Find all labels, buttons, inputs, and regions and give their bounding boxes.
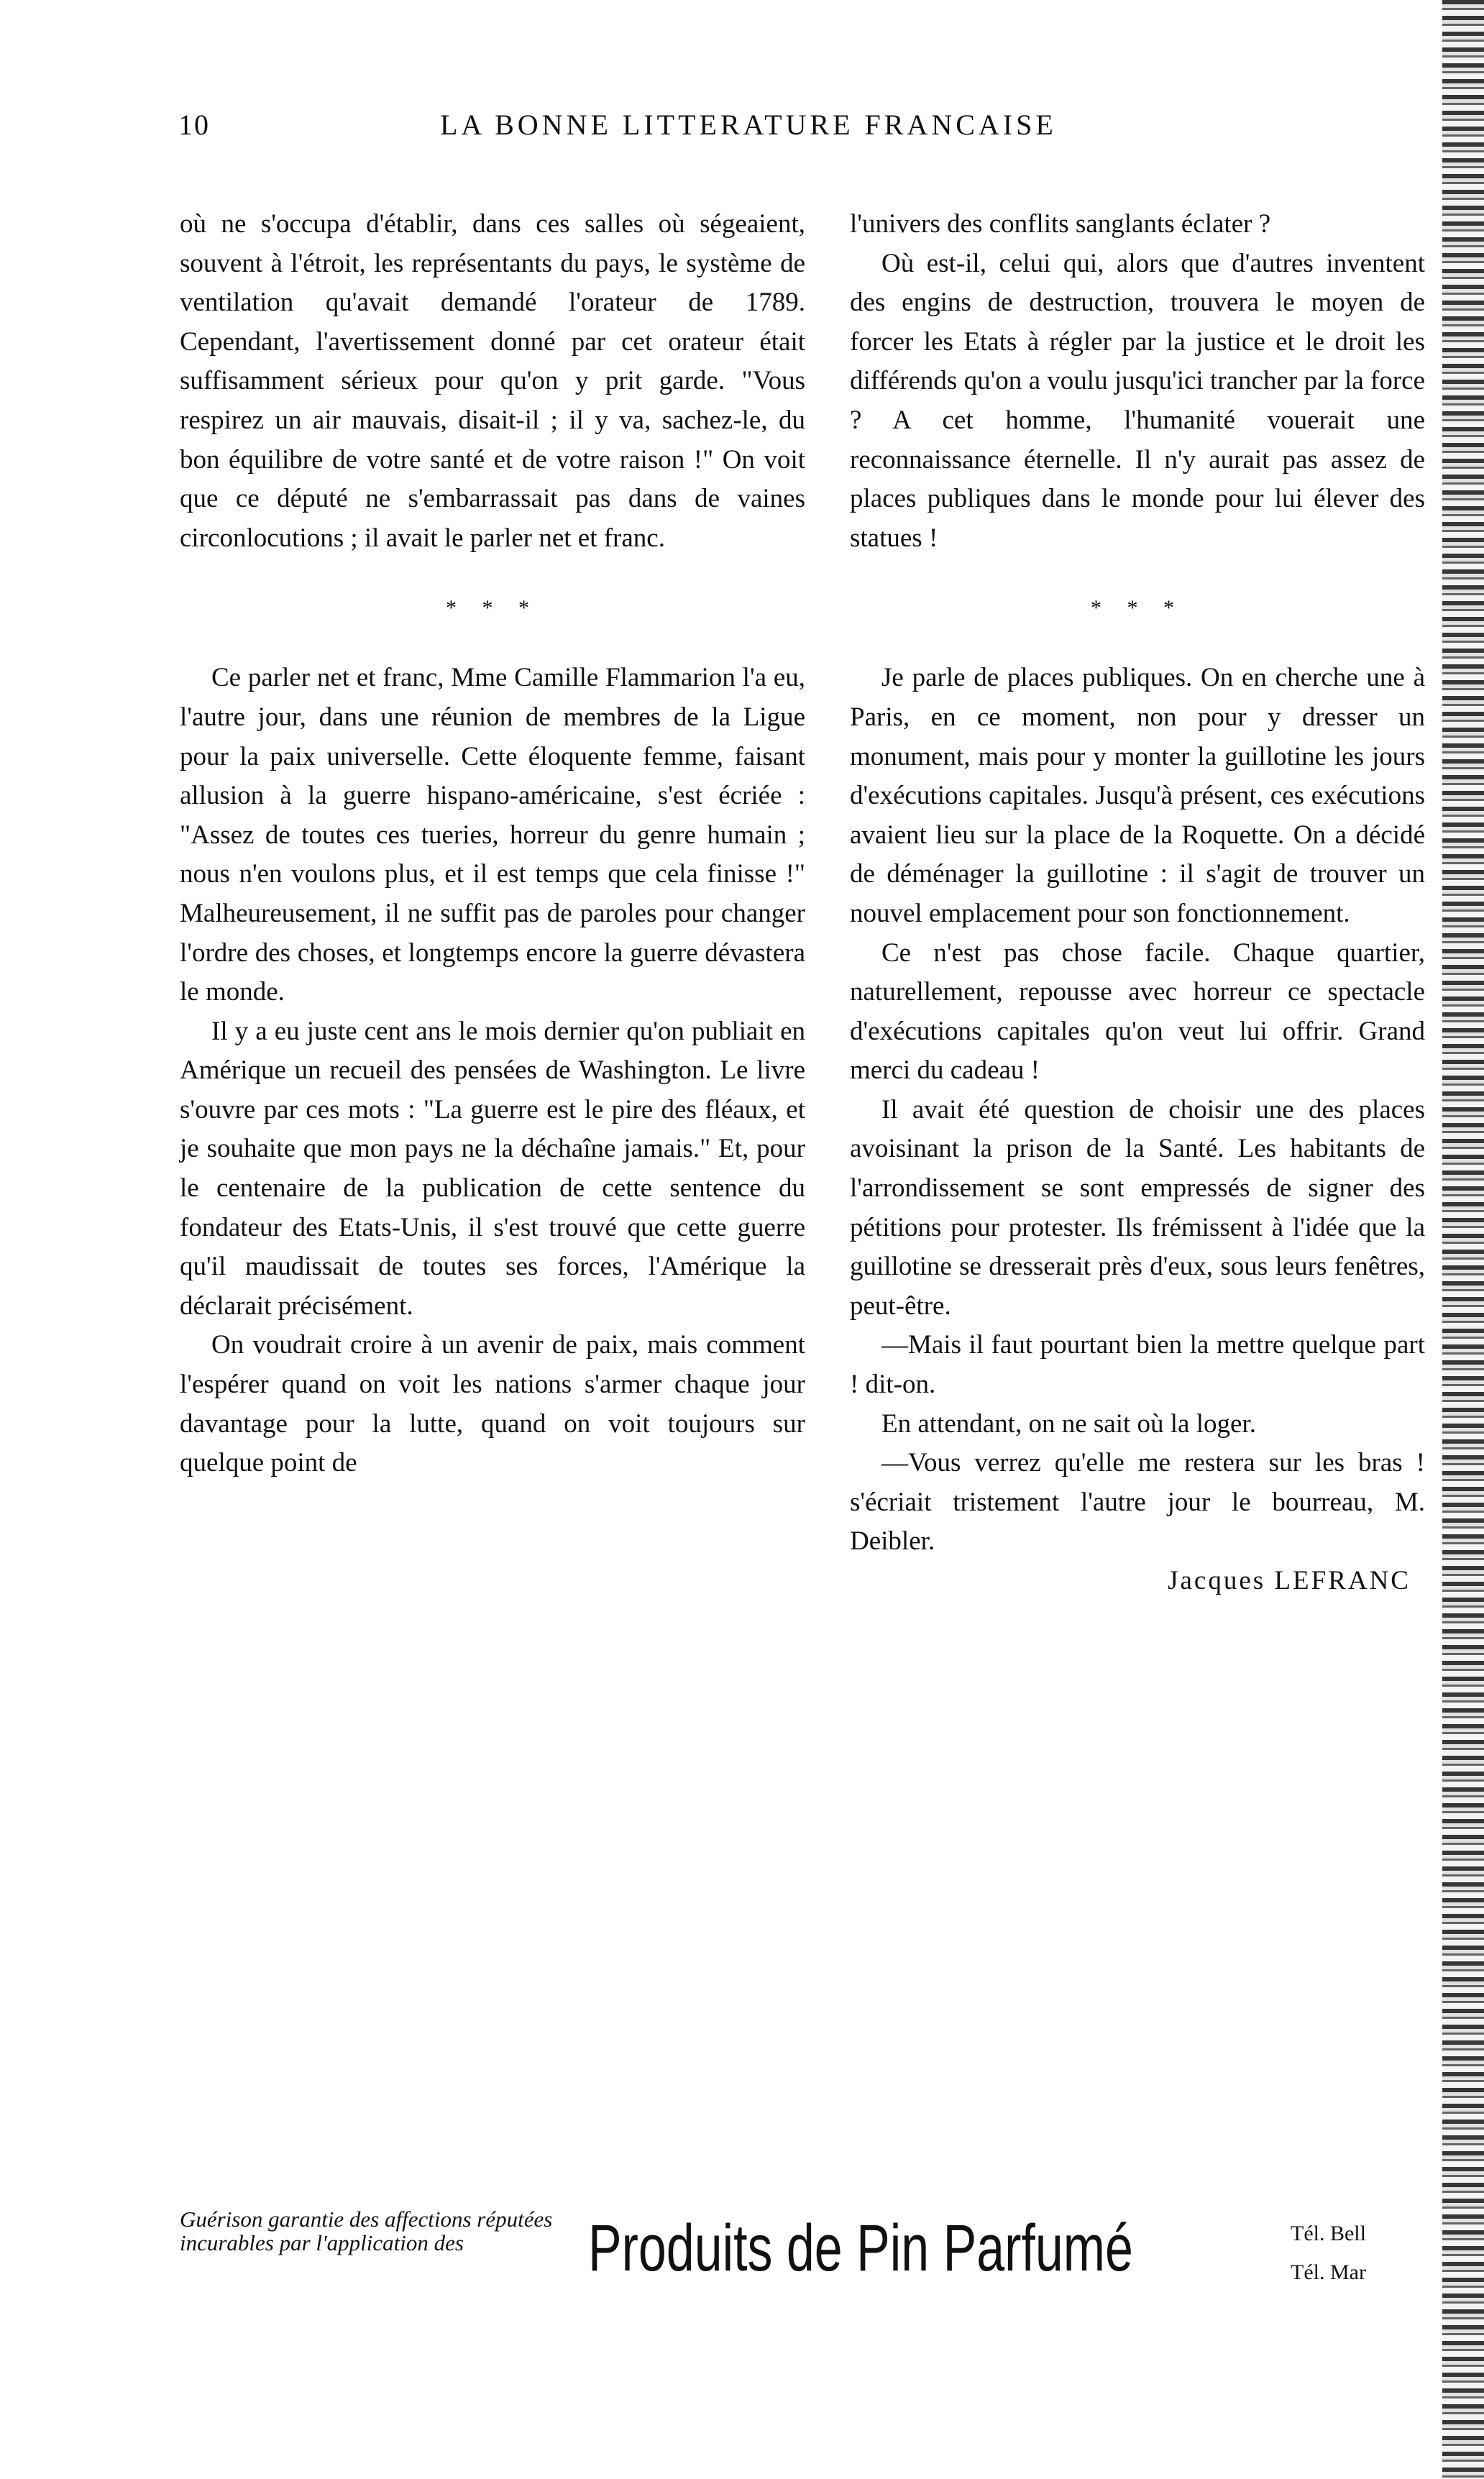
paragraph: On voudrait croire à un avenir de paix, mais comment l'espérer quand on voit les nations s'armer chaque jour davantage pour la lutte, quand on voit toujours sur quelque point de	[180, 1330, 805, 1478]
paragraph: Il y a eu juste cent ans le mois dernier qu'on publiait en Amérique un recueil des pensées de Washington. Le livre s'ouvre par ces mots : "La guerre est le pire des fléaux, et je souhaite que mon pays ne la déchaîne jamais." Et, pour le centenaire de la publication de cette sentence du fondateur des Etats-Unis, il s'est trouvé que cette guerre qu'il maudissait de toutes ses forces, l'Amérique la déclarait précisément.	[180, 1016, 805, 1321]
running-header	[0, 108, 1484, 151]
advertisement-phone	[1291, 2214, 1434, 2292]
advertisement-title: Produits de Pin Parfumé	[588, 2212, 1133, 2285]
advertisement-text: Guérison garantie des affections réputées incurables par l'application des	[180, 2207, 553, 2255]
paragraph: Où est-il, celui qui, alors que d'autres inventent des engins de destruction, trouvera le moyen de forcer les Etats à régler par la justice et le droit les différends qu'on a voulu jusqu'ici trancher par la force ? A cet homme, l'humanité vouerait une reconnaissance éternelle. Il n'y aurait pas assez de places publiques dans le monde pour lui élever des statues !	[850, 248, 1425, 553]
paragraph: l'univers des conflits sanglants éclater ?	[850, 209, 1271, 239]
paragraph: Ce n'est pas chose facile. Chaque quartier, naturellement, repousse avec horreur ce spectacle d'exécutions capitales qu'on veut lui offrir. Grand merci du cadeau !	[850, 938, 1425, 1086]
section-separator: * * *	[446, 596, 539, 620]
paragraph: Je parle de places publiques. On en cherche une à Paris, en ce moment, non pour y dresser un monument, mais pour y monter la guillotine les jours d'exécutions capitales. Jusqu'à présent, ces exécutions avaient lieu sur la place de la Roquette. On a décidé de déménager la guillotine : il s'agit de trouver un nouvel emplacement pour son fonctionnement.	[850, 663, 1425, 928]
page-number: 10	[178, 109, 210, 141]
torn-page-edge	[1442, 0, 1484, 2479]
phone-line: Tél. Mar	[1291, 2260, 1366, 2284]
signature-text: Jacques LEFRANC	[1168, 1566, 1411, 1595]
paragraph: Il avait été question de choisir une des places avoisinant la prison de la Santé. Les habitants de l'arrondissement se sont empressés de signer des pétitions pour protester. Ils frémissent à l'idée que la guillotine se dresserait près d'eux, sous leurs fenêtres, peut-être.	[850, 1094, 1425, 1321]
signature	[850, 1562, 1425, 1601]
paragraph: En attendant, on ne sait où la loger.	[881, 1408, 1256, 1439]
running-title: LA BONNE LITTERATURE FRANCAISE	[440, 109, 1057, 141]
right-column	[850, 205, 1425, 2218]
paragraph: Ce parler net et franc, Mme Camille Flammarion l'a eu, l'autre jour, dans une réunion de membres de la Ligue pour la paix universelle. Cette éloquente femme, faisant allusion à la guerre hispano-américaine, s'est écriée : "Assez de toutes ces tueries, horreur du genre humain ; nous n'en voulons plus, et il est temps que cela finisse !" Malheureusement, il ne suffit pas de paroles pour changer l'ordre des choses, et longtemps encore la guerre dévastera le monde.	[180, 663, 805, 1007]
phone-line: Tél. Bell	[1291, 2222, 1366, 2245]
section-separator: * * *	[1091, 596, 1184, 620]
paragraph: où ne s'occupa d'établir, dans ces salles où ségeaient, souvent à l'étroit, les représentants du pays, le système de ventilation qu'avait demandé l'orateur de 1789. Cependant, l'avertissement donné par cet orateur était suffisamment sérieux pour qu'on y prit garde. "Vous respirez un air mauvais, disait-il ; il y va, sachez-le, du bon équilibre de votre santé et de votre raison !" On voit que ce député ne s'embarrassait pas dans de vaines circonlocutions ; il avait le parler net et franc.	[180, 209, 805, 553]
paragraph: —Mais il faut pourtant bien la mettre quelque part ! dit-on.	[850, 1330, 1425, 1400]
paragraph: —Vous verrez qu'elle me restera sur les bras ! s'écriait tristement l'autre jour le bourreau, M. Deibler.	[850, 1448, 1425, 1557]
left-column	[180, 205, 805, 1483]
